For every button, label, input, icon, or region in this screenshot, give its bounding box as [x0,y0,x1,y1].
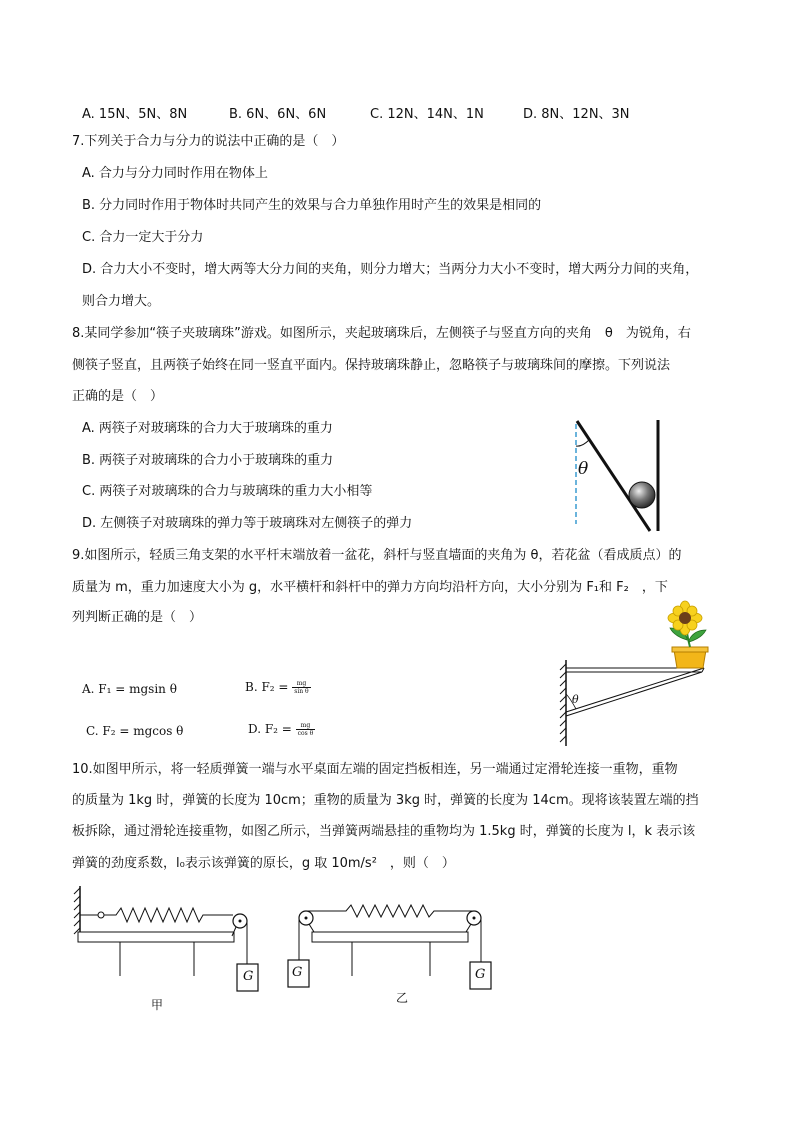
q10-yi-right-weight-label: G [475,967,486,982]
q9-option-b-fraction [292,680,310,695]
q7-option-a: A. 合力与分力同时作用在物体上 [82,166,268,181]
q6-option-b: B. 6N、6N、6N [229,107,327,122]
q8-option-d: D. 左侧筷子对玻璃珠的弹力等于玻璃珠对左侧筷子的弹力 [82,516,413,531]
q9-option-b [245,680,311,695]
q9-option-a: A. F₁ = mgsin θ [82,682,177,696]
q10-label-jia: 甲 [151,998,164,1012]
q8-stem-line2: 侧筷子竖直，且两筷子始终在同一竖直平面内。保持玻璃珠静止，忽略筷子与玻璃珠间的摩擦。下列说法 [72,358,671,373]
q10-stem-line4: 弹簧的劲度系数，l₀表示该弹簧的原长，g 取 10m/s² ，则（ ） [72,856,455,871]
q8-option-c: C. 两筷子对玻璃珠的合力与玻璃珠的重力大小相等 [82,484,373,499]
q7-option-c: C. 合力一定大于分力 [82,230,204,245]
q8-stem-line3: 正确的是（ ） [72,389,164,404]
q9-option-d [248,722,315,737]
q10-yi-left-weight-label: G [292,965,303,980]
q10-jia-weight-label: G [243,969,254,984]
q9-theta-label: θ [572,693,579,706]
q6-option-d: D. 8N、12N、3N [523,107,630,122]
q8-option-a: A. 两筷子对玻璃珠的合力大于玻璃珠的重力 [82,421,333,436]
q9-option-b-prefix: B. F₂ = [245,680,289,694]
q10-figure-jia [70,884,270,996]
q9-option-d-numerator: mg [296,722,316,730]
q7-option-b: B. 分力同时作用于物体时共同产生的效果与合力单独作用时产生的效果是相同的 [82,198,542,213]
q6-option-c: C. 12N、14N、1N [370,107,484,122]
q9-option-c: C. F₂ = mgcos θ [86,724,184,738]
q9-bracket-figure [556,598,716,748]
q8-theta-label: θ [578,459,589,479]
q10-stem-line2: 的质量为 1kg 时，弹簧的长度为 10cm；重物的质量为 3kg 时，弹簧的长度为 14cm。现将该装置左端的挡 [72,793,699,808]
q6-option-a: A. 15N、5N、8N [82,107,188,122]
q7-option-d: D. 合力大小不变时，增大两等大分力间的夹角，则分力增大；当两分力大小不变时，增大两分力间的夹角， [82,262,699,277]
q10-stem-line1: 10.如图甲所示，将一轻质弹簧一端与水平桌面左端的固定挡板相连，另一端通过定滑轮连接一重物，重物 [72,762,678,777]
q8-stem-line1: 8.某同学参加“筷子夹玻璃珠”游戏。如图所示，夹起玻璃珠后，左侧筷子与竖直方向的夹角 θ 为锐角，右 [72,326,691,341]
q10-stem-line3: 板拆除，通过滑轮连接重物，如图乙所示，当弹簧两端悬挂的重物均为 1.5kg 时，弹簧的长度为 l，k 表示该 [72,824,696,839]
q7-option-d-cont: 则合力增大。 [82,294,161,309]
q9-option-b-numerator: mg [292,680,310,688]
q9-option-d-prefix: D. F₂ = [248,722,292,736]
q9-stem-line1: 9.如图所示，轻质三角支架的水平杆末端放着一盆花，斜杆与竖直墙面的夹角为 θ，若花盆（看成质点）的 [72,548,682,563]
q9-option-b-denominator: sin θ [294,688,309,695]
q9-option-d-denominator: cos θ [297,730,314,737]
q9-stem-line2: 质量为 m，重力加速度大小为 g，水平横杆和斜杆中的弹力方向均沿杆方向，大小分别为 F₁和 F₂ ，下 [72,580,668,595]
q10-label-yi: 乙 [396,991,409,1005]
q9-stem-line3: 列判断正确的是（ ） [72,610,203,625]
q10-figure-yi [282,900,498,996]
q8-option-b: B. 两筷子对玻璃珠的合力小于玻璃珠的重力 [82,453,334,468]
q7-stem: 7.下列关于合力与分力的说法中正确的是（ ） [72,134,345,149]
q9-option-d-fraction [296,722,316,737]
